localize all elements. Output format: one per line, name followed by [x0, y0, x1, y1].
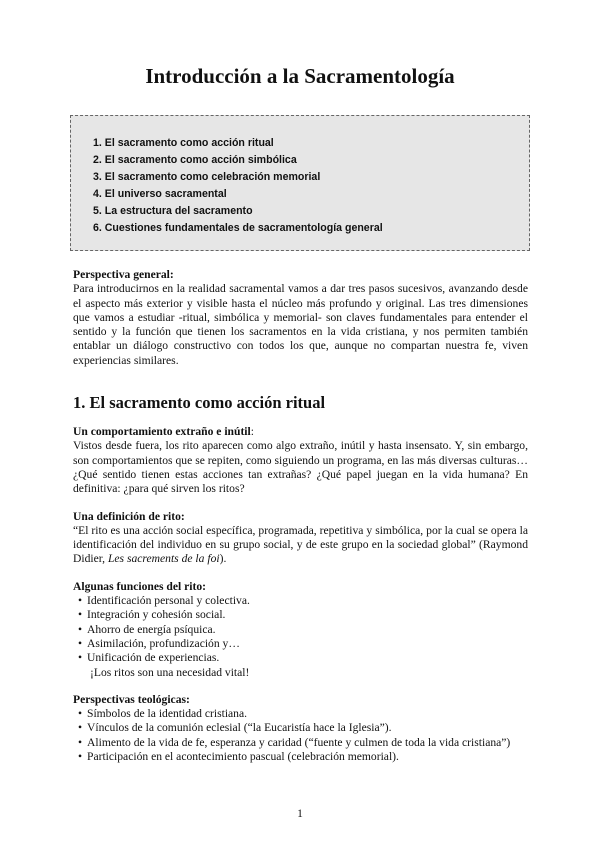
list-item: • Ahorro de energía psíquica.: [78, 623, 528, 637]
citation-suffix: ).: [219, 552, 227, 566]
citation-title: Les sacrements de la foi: [107, 552, 220, 566]
functions-section: [73, 580, 528, 680]
list-item: • Integración y cohesión social.: [78, 608, 528, 622]
document-body: [73, 268, 528, 764]
list-item: • Alimento de la vida de fe, esperanza y caridad (“fuente y culmen de toda la vida cristiana”): [78, 736, 528, 750]
page-number: 1: [297, 808, 303, 820]
toc-item: 4. El universo sacramental: [93, 188, 227, 200]
functions-list: [73, 594, 528, 665]
heading-colon: :: [250, 425, 254, 439]
definition-section: [73, 510, 528, 567]
strange-behaviour-paragraph: Vistos desde fuera, los rito aparecen como algo extraño, inútil y hasta insensato. Y, sin embargo, son comportamientos que se repiten, como siguiendo un programa, en las más diversas culturas… ¿Qué sentido tienen estas acciones tan extrañas? ¿Qué papel juegan en la vida humana? En definitiva: ¿para qué sirven los ritos?: [73, 439, 528, 496]
overview-section: [73, 268, 528, 368]
list-item: • Vínculos de la comunión eclesial (“la Eucaristía hace la Iglesia”).: [78, 721, 528, 735]
citation-prefix: (Raymond Didier,: [73, 538, 528, 566]
strange-behaviour-section: [73, 425, 528, 496]
toc-item: 2. El sacramento como acción simbólica: [93, 154, 297, 166]
toc-item: 6. Cuestiones fundamentales de sacramentología general: [93, 222, 383, 234]
toc-item: 5. La estructura del sacramento: [93, 205, 253, 217]
theology-heading: Perspectivas teológicas:: [73, 692, 190, 706]
list-item: • Unificación de experiencias.: [78, 651, 528, 665]
vital-necessity-note: ¡Los ritos son una necesidad vital!: [90, 665, 250, 679]
definition-heading: Una definición de rito:: [73, 509, 185, 523]
overview-heading: Perspectiva general:: [73, 268, 174, 281]
strange-behaviour-heading: Un comportamiento extraño e inútil: [73, 425, 251, 439]
toc-item: 1. El sacramento como acción ritual: [93, 137, 274, 149]
definition-paragraph: [73, 524, 528, 567]
toc-item: 3. El sacramento como celebración memorial: [93, 171, 321, 183]
list-item: • Símbolos de la identidad cristiana.: [78, 707, 528, 721]
theology-list: [73, 707, 528, 764]
list-item: • Identificación personal y colectiva.: [78, 594, 528, 608]
definition-quote: “El rito es una acción social específica, programada, repetitiva y simbólica, por la cual se opera la identificación del individuo en su grupo social, y de este grupo en la sociedad global”: [73, 523, 528, 552]
list-item: • Asimilación, profundización y…: [78, 637, 528, 651]
section-1-heading: 1. El sacramento como acción ritual: [73, 393, 326, 413]
list-item: • Participación en el acontecimiento pascual (celebración memorial).: [78, 750, 528, 764]
document-title: Introducción a la Sacramentología: [145, 64, 455, 88]
table-of-contents: [70, 115, 530, 251]
overview-paragraph: Para introducirnos en la realidad sacramental vamos a dar tres pasos sucesivos, avanzando desde el aspecto más exterior y visible hasta el núcleo más profundo y original. Las tres dimensiones que vamos a estudiar -ritual, simbólica y memorial- son claves fundamentales para entender el sentido y la función que tienen los sacramentos en la vida cristiana, y nos permiten también entablar un diálogo constructivo con todos los que, aunque no compartan nuestra fe, viven experiencias similares.: [73, 282, 528, 367]
theology-section: [73, 693, 528, 764]
functions-heading: Algunas funciones del rito:: [73, 579, 207, 593]
